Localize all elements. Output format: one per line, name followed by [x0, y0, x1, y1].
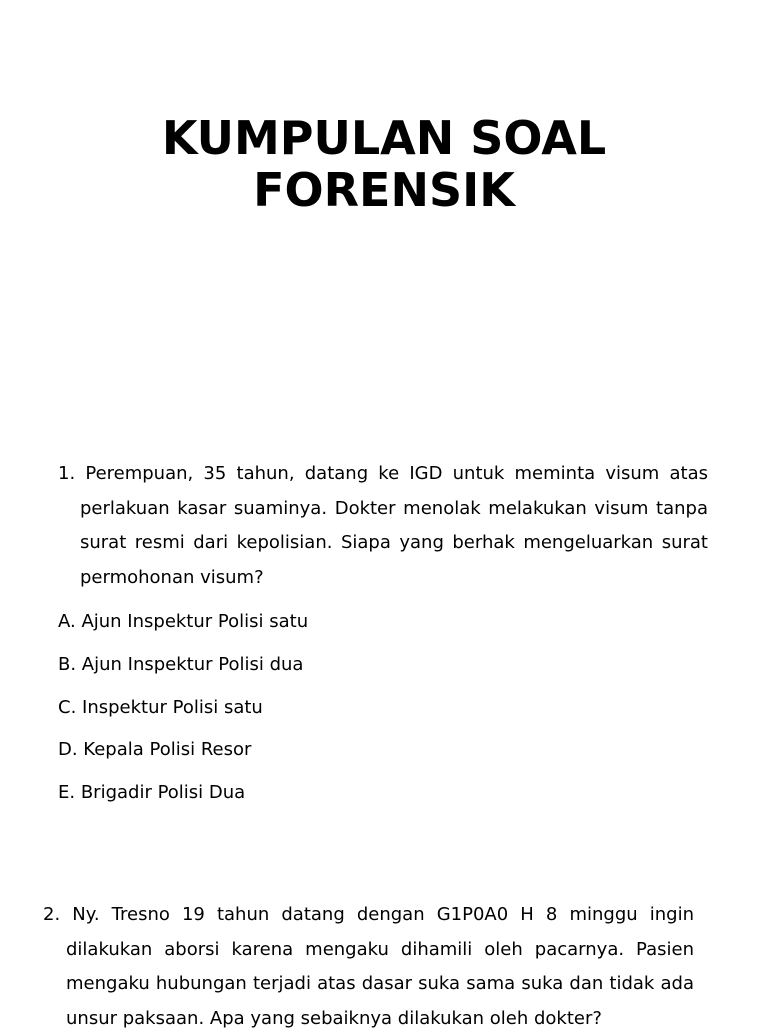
option-d: D. Kepala Polisi Resor [58, 739, 252, 761]
title-line-2: FORENSIK [253, 163, 515, 217]
option-a: A. Ajun Inspektur Polisi satu [58, 611, 309, 632]
option-c: C. Inspektur Polisi satu [58, 696, 263, 718]
option-e: E. Brigadir Polisi Dua [58, 782, 246, 804]
option-b: B. Ajun Inspektur Polisi dua [58, 653, 304, 675]
question-2-text: 2. Ny. Tresno 19 tahun datang dengan G1P0A0 H 8 minggu ingin dilakukan aborsi karena mengaku dihamili oleh pacarnya. Pasien mengaku hubungan terjadi atas dasar suka sama suka dan tidak ada unsur paksaan. Apa yang sebaiknya dilakukan oleh dokter? [43, 904, 694, 1029]
title-line-1: KUMPULAN SOAL [161, 111, 607, 165]
document-title [0, 112, 768, 216]
question-1-text: 1. Perempuan, 35 tahun, datang ke IGD untuk meminta visum atas perlakuan kasar suaminya. Dokter menolak melakukan visum tanpa surat resmi dari kepolisian. Siapa yang berhak mengeluarkan surat permohonan visum? [58, 463, 708, 588]
question-1-options [58, 605, 308, 819]
